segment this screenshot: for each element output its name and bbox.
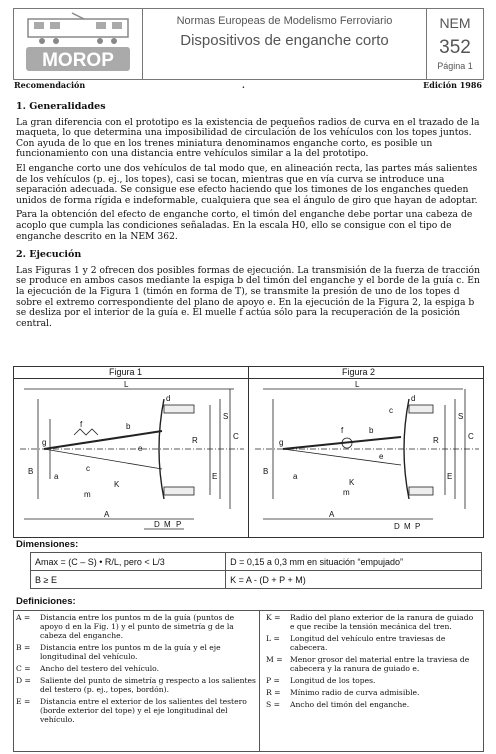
label-K: K xyxy=(349,478,355,487)
label-e: e xyxy=(379,452,384,461)
figures-panel xyxy=(13,366,484,538)
label-e: e xyxy=(138,444,143,453)
document-status: Recomendación xyxy=(14,80,86,90)
definition-row: D = Saliente del punto de simetría g respecto a los salientes del testero (p. ej., topes, bordón). xyxy=(16,676,256,694)
header-title-block xyxy=(143,9,427,79)
definition-row: K = Radio del plano exterior de la ranura de guiado e que recibe la tensión mecánica del tren. xyxy=(266,613,474,631)
label-P: P xyxy=(415,522,421,531)
document-title: Dispositivos de enganche corto xyxy=(180,32,389,49)
subheader-dot: . xyxy=(242,80,245,90)
label-g: g xyxy=(42,438,47,447)
label-c: c xyxy=(86,464,90,473)
dimension-formula: K = A - (D + P + M) xyxy=(226,571,482,589)
dimension-formula: D = 0,15 a 0,3 mm en situación “empujado” xyxy=(226,553,482,571)
label-A: A xyxy=(329,510,335,519)
label-S: S xyxy=(458,412,464,421)
label-d: d xyxy=(411,394,416,403)
label-b: b xyxy=(369,426,374,435)
definition-row: C = Ancho del testero del vehículo. xyxy=(16,664,160,673)
figure-2-title: Figura 2 xyxy=(342,367,376,377)
subheader xyxy=(14,80,482,90)
label-B: B xyxy=(28,467,34,476)
label-E: E xyxy=(212,472,218,481)
label-f: f xyxy=(80,420,83,429)
document-header xyxy=(13,8,484,80)
label-C: C xyxy=(468,432,474,441)
label-g: g xyxy=(279,438,284,447)
paragraph: La gran diferencia con el prototipo es la existencia de pequeños radios de curva en el trazado de la maqueta, lo que determina una imposibilidad de circulación de los vehículos con los topes juntos. Con ayuda de lo que en los trenes miniatura denominamos enganche corto, es posible un funcionamiento con una distancia entre vehículos similar a la del prototipo. xyxy=(16,116,480,160)
norm-number-block xyxy=(427,9,483,79)
definitions-left-column xyxy=(16,613,256,727)
label-K: K xyxy=(114,480,120,489)
dimensions-table xyxy=(30,552,482,589)
definition-row: A = Distancia entre los puntos m de la guía (puntos de apoyo d en la Fig. 1) y el punto de simetría g de la cabeza del enganche. xyxy=(16,613,235,640)
label-E: E xyxy=(447,472,453,481)
paragraph: Para la obtención del efecto de enganche corto, el timón del enganche debe portar una cabeza de acoplo que cumpla las condiciones señaladas. En la escala H0, ello se consigue con el tipo de enganche descrito en la NEM 362. xyxy=(16,209,473,242)
label-m: m xyxy=(343,488,350,497)
label-M: M xyxy=(404,522,411,531)
locomotive-logo-icon xyxy=(14,9,142,79)
label-d: d xyxy=(166,394,171,403)
label-a: a xyxy=(54,472,59,481)
edition: Edición 1986 xyxy=(423,80,482,90)
document-body xyxy=(16,98,482,333)
logo-text: MOROP xyxy=(42,50,114,71)
section-1-heading: 1. Generalidades xyxy=(16,101,106,112)
paragraph: Las Figuras 1 y 2 ofrecen dos posibles formas de ejecución. La transmisión de la fuerza de tracción se produce en ambos casos mediante la espiga b del timón del enganche y el borde de la guía c. En la ejecución de la Figura 1 (timón en forma de T), se transmite la presión de uno de los topes d sobre el extremo correspondiente del plano de apoyo e. En la ejecución de la Figura 2, la espiga b se desliza por el interior de la guía e. El muelle f actúa sólo para la recuperación de la posición central. xyxy=(16,264,481,329)
definitions-table xyxy=(13,610,484,752)
dimension-formula: Amax = (C – S) • R/L, pero < L/3 xyxy=(31,553,226,571)
definition-row: B = Distancia entre los puntos m de la guía y el eje longitudinal del vehículo. xyxy=(16,643,221,661)
label-D: D xyxy=(154,520,160,529)
definitions-heading: Definiciones: xyxy=(16,596,76,607)
definition-row: L = Longitud del vehículo entre traviesas de cabecera. xyxy=(266,634,446,652)
label-m: m xyxy=(84,490,91,499)
norm-number: 352 xyxy=(439,37,471,58)
label-C: C xyxy=(233,432,239,441)
label-M: M xyxy=(164,520,171,529)
section-2-heading: 2. Ejecución xyxy=(16,249,82,261)
morop-logo xyxy=(14,9,143,79)
definition-row: E = Distancia entre el exterior de los salientes del testero (borde exterior del tope) y el eje longitudinal del vehículo. xyxy=(16,697,247,724)
paragraph: El enganche corto une dos vehículos de tal modo que, en alineación recta, las partes más salientes de los vehículos (p. ej., los topes), casi se tocan, mientras que en vía curva se introduce una separación adecuada. Se consigue ese efecto haciendo que los timones de los enganches queden unidos de forma rígida e indeformable, cualquiera que sea el ángulo de giro que hayan de adoptar. xyxy=(16,162,478,206)
figure-2-diagram xyxy=(249,379,483,537)
definition-row: S = Ancho del timón del enganche. xyxy=(266,700,410,709)
norm-code: NEM xyxy=(439,15,471,31)
label-L: L xyxy=(355,380,360,389)
label-A: A xyxy=(104,510,110,519)
dimensions-heading: Dimensiones: xyxy=(16,539,79,550)
label-a: a xyxy=(293,472,298,481)
label-S: S xyxy=(223,412,229,421)
definition-row: R = Mínimo radio de curva admisible. xyxy=(266,688,420,697)
definitions-right-column xyxy=(266,613,480,712)
definition-row: P = Longitud de los topes. xyxy=(266,676,376,685)
label-R: R xyxy=(192,436,198,445)
page-number: Página 1 xyxy=(437,61,473,71)
definition-row: M = Menor grosor del material entre la traviesa de cabecera y la ranura de guiado e. xyxy=(266,655,470,673)
label-f: f xyxy=(341,426,344,435)
label-R: R xyxy=(433,436,439,445)
label-P: P xyxy=(176,520,182,529)
figure-1-title: Figura 1 xyxy=(109,367,143,377)
label-c: c xyxy=(389,406,393,415)
dimension-formula: B ≥ E xyxy=(31,571,226,589)
label-B: B xyxy=(263,467,269,476)
label-b: b xyxy=(126,422,131,431)
organization: Normas Europeas de Modelismo Ferroviario xyxy=(176,15,393,27)
figure-1-diagram xyxy=(14,379,248,537)
label-D: D xyxy=(394,522,400,531)
label-L: L xyxy=(124,380,129,389)
